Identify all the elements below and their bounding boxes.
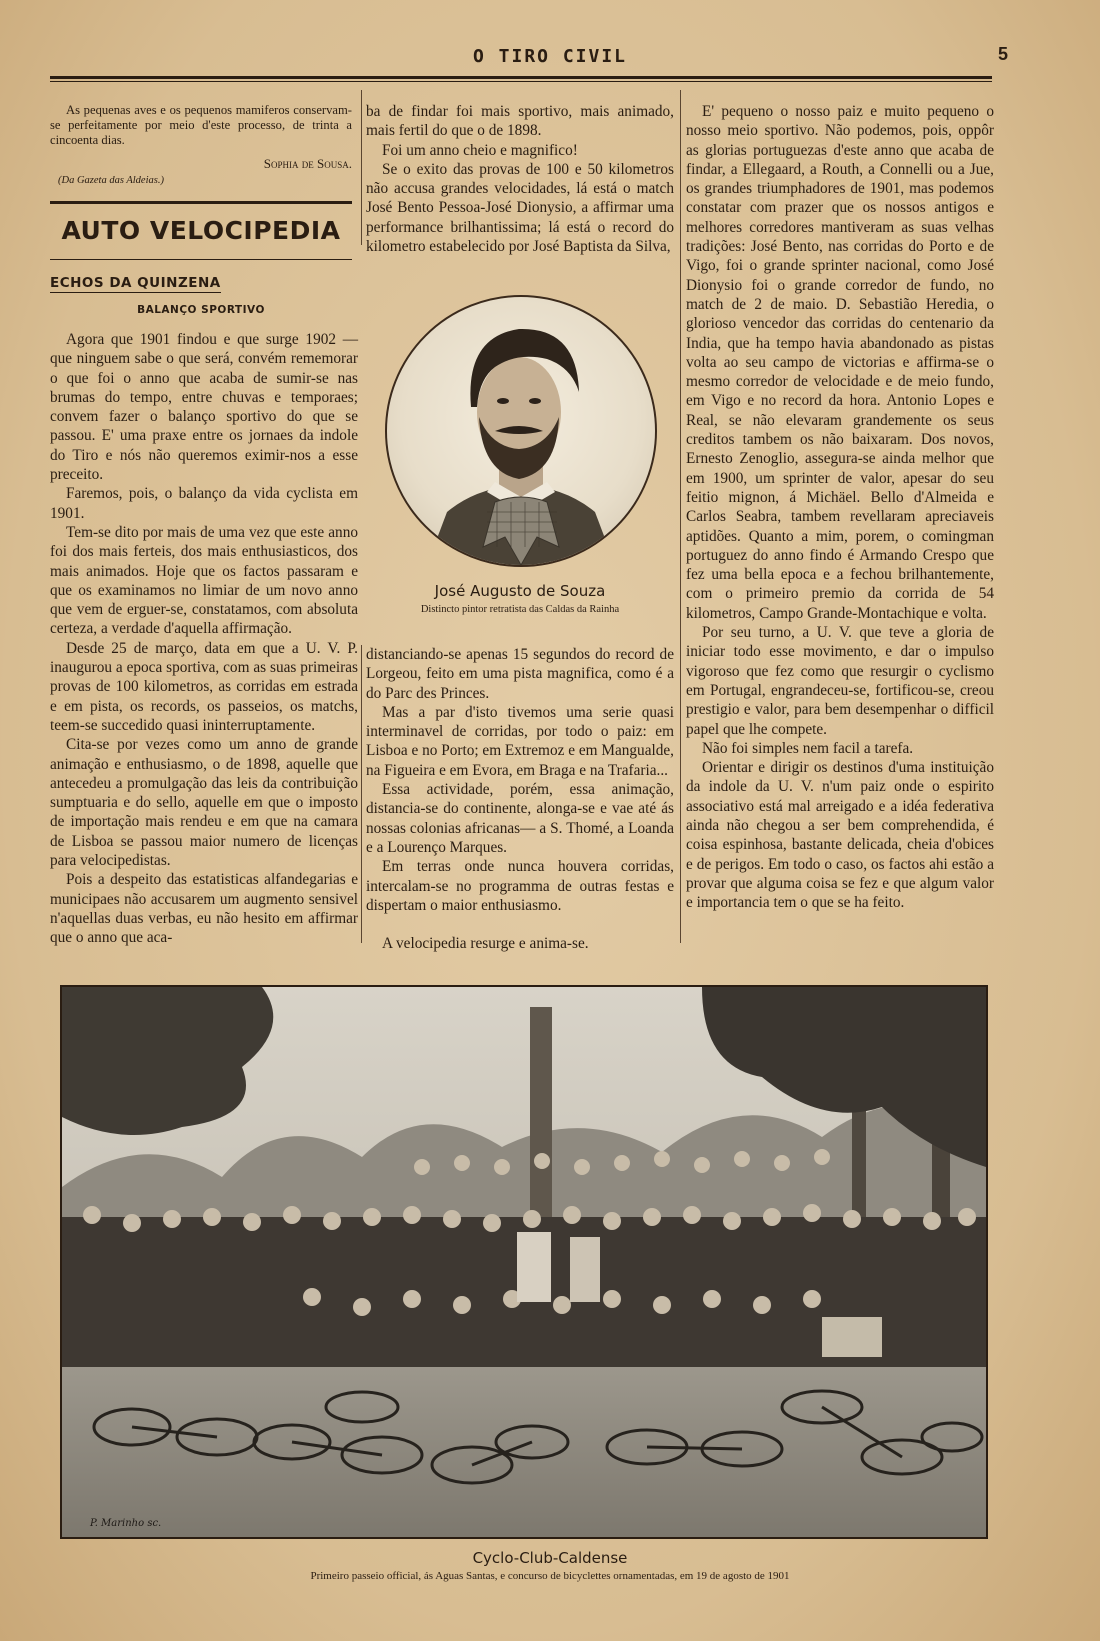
col3-paragraph: Por seu turno, a U. V. que teve a gloria de iniciar todo esse movimento, e dar o impulso vigoroso que fez como que resurgir o cyclismo em Portugal, engrandeceu-se, fortificou-se, creou prestigio e valor, para bem desempenhar o difficil papel que lhe compete. (686, 624, 994, 738)
portrait-eye-right (529, 398, 541, 404)
col1-article (50, 330, 358, 948)
col2-bottom-article (366, 645, 674, 953)
section-rule-top (50, 201, 352, 204)
header-rule-thin (50, 81, 992, 82)
header-rule-thick (50, 76, 992, 79)
section-title: AUTO VELOCIPEDIA (61, 216, 341, 245)
col3-paragraph: Orientar e dirigir os destinos d'uma instituição da indole da U. V. n'um paiz onde o espirito associativo está mal arreigado e a idéa federativa ainda não chegou a ser bem comprehendida, é coisa espinhosa, bastante delicada, cheia d'obices e de perigos. Em todo o caso, os factos ahi estão a provar que alguma coisa se fez e que algum valor e importancia tem o que se ha feito. (686, 759, 994, 912)
col1-paragraph: Tem-se dito por mais de uma vez que este anno foi dos mais ferteis, dos mais enthusiasticos, dos mais animados. Hoje que os factos passaram e que os examinamos no limiar de um novo anno que vem de erguer-se, constatamos, com absoluta certeza, a verdade d'aquella affirmação. (50, 523, 358, 638)
section-subsubtitle: BALANÇO SPORTIVO (137, 304, 265, 316)
portrait-image (385, 295, 657, 567)
col2-paragraph: Se o exito das provas de 100 e 50 kilometros não accusa grandes velocidades, lá está o match José Bento Pessoa-José Dionysio, a affirmar uma performance brilhantissima; lá está o record do kilometro estabelecido por José Baptista da Silva, (366, 160, 674, 256)
col1-paragraph: Pois a despeito das estatisticas alfandegarias e municipaes não accusarem um augmento sensivel n'aquellas duas verbas, eu não hesito em affirmar que o anno que aca- (50, 871, 358, 947)
col2-paragraph: Essa actividade, porém, essa animação, distancia-se do continente, alonga-se e vae até ás nossas colonias africanas— a S. Thomé, a Loanda e a Lourenço Marques. (366, 781, 674, 856)
section-rule-bottom (50, 259, 352, 260)
section-subtitle: ECHOS DA QUINZENA (50, 275, 221, 291)
col1-top-text: As pequenas aves e os pequenos mamiferos conservam-se perfeitamente por meio d'este processo, de trinta a cincoenta dias. (50, 103, 352, 147)
photo-caption-description: Primeiro passeio official, ás Aguas Santas, e concurso de bicyclettes ornamentadas, em 19 de agosto de 1901 (310, 1570, 790, 1582)
col1-paragraph: Cita-se por vezes como um anno de grande animação e enthusiasmo, o de 1898, aquelle que antecedeu a promulgação das leis da contribuição sumptuaria e do sello, aquelle em que o imposto de importação mais rendeu e em que na camara de Lisboa se passou maior numero de licenças para velocipedistas. (50, 736, 358, 870)
col2-paragraph: Mas a par d'isto tivemos uma serie quasi interminavel de corridas, por todo o paiz: em Lisboa e no Porto; em Extremoz e em Mangualde, na Figueira e em Evora, em Braga e na Trafaria... (366, 703, 674, 779)
column-divider-1-top (361, 90, 362, 245)
portrait-eye-left (497, 398, 509, 404)
page-header-title: O TIRO CIVIL (472, 46, 628, 67)
page-number: 5 (997, 44, 1008, 64)
col1-paragraph: Agora que 1901 findou e que surge 1902 — que ninguem sabe o que será, convém rememorar o que foi o anno que acaba de sumir-se nas brumas do tempo, entre chuvas e temporaes; convem fazer o balanço sportivo do que se passou. E' uma praxe entre os jornaes da indole do Tiro e nós não queremos eximir-nos a esse preceito. (50, 331, 358, 484)
col2-paragraph: distanciando-se apenas 15 segundos do record de Lorgeou, feito em uma pista magnifica, como é a do Parc des Princes. (366, 646, 674, 702)
group-photograph (60, 985, 988, 1539)
col2-paragraph: Foi um anno cheio e magnifico! (382, 141, 578, 159)
col3-paragraph: Não foi simples nem facil a tarefa. (702, 739, 914, 757)
col2-top-article (366, 102, 674, 256)
col1-top-article (50, 103, 352, 188)
col1-top-signature: Sophia de Sousa. (263, 156, 352, 171)
photo-scene (62, 987, 986, 1537)
portrait-caption-description: Distincto pintor retratista das Caldas da Rainha (420, 604, 620, 615)
col3-article (686, 102, 994, 912)
col3-paragraph: E' pequeno o nosso paiz e muito pequeno o nosso meio sportivo. Não podemos, pois, oppôr as glorias portuguezas d'este anno que acaba de findar, a Ellegaard, a Routh, a Connelli ou a Jue, os grandes triumphadores de 1901, mas podemos constatar com prazer que os nossos antigos e melhores corredores mantiveram as suas velhas tradições: José Bento, nas corridas do Porto e de Vigo, foi o grande sprinter nacional, como José Dionysio foi o grande corredor de fundo, no match de 2 de maio. D. Sebastião Heredia, o glorioso vencedor das corridas do centenario da India, que ha tempo havia abandonado as pistas volta ao seu campo de victorias e affirma-se o mesmo corredor de velocidade e de meio fundo, em Vigo e no record da hora. Antonio Lopes e Real, se não elevaram grandemente os seus creditos tambem os não baixaram. Dos novos, Ernesto Zenoglio, assegura-se ainda melhor que em 1900, um sprinter de valor, apesar do seu feitio mignon, á Michäel. Bello d'Almeida e Carlos Seabra, tambem revellaram apreciaveis aptidões. Quanto a mim, porem, o comingman portuguez do anno findo é Armando Crespo que fez uma bella epoca e a fechou brilhantemente, com o primeiro premio da corrida de 54 kilometros, Campo Grande-Montachique e volta. (686, 103, 994, 622)
portrait-caption-name: José Augusto de Souza (434, 582, 606, 600)
col1-paragraph: Desde 25 de março, data em que a U. V. P. inaugurou a epoca sportiva, com as suas primeiras provas de 100 kilometros, as corridas em estrada e em pista, os records, os passeios, os matchs, teem-se succedido quasi ininterruptamente. (50, 639, 358, 734)
column-divider-2 (680, 90, 681, 943)
col2-paragraph: A velocipedia resurge e anima-se. (382, 935, 589, 953)
column-divider-1-bottom (361, 645, 362, 943)
col2-paragraph: ba de findar foi mais sportivo, mais animado, mais fertil do que o de 1898. (366, 103, 674, 140)
photo-caption-title: Cyclo-Club-Caldense (472, 1549, 628, 1567)
col1-top-source: (Da Gazeta das Aldeias.) (58, 175, 164, 186)
col1-paragraph: Faremos, pois, o balanço da vida cyclista em 1901. (50, 485, 358, 522)
portrait-engraving (387, 297, 655, 565)
col2-paragraph: Em terras onde nunca houvera corridas, intercalam-se no programma de outras festas e dispertam o maior enthusiasmo. (366, 858, 674, 914)
photo-engraver-signature: P. Marinho sc. (90, 1518, 162, 1529)
